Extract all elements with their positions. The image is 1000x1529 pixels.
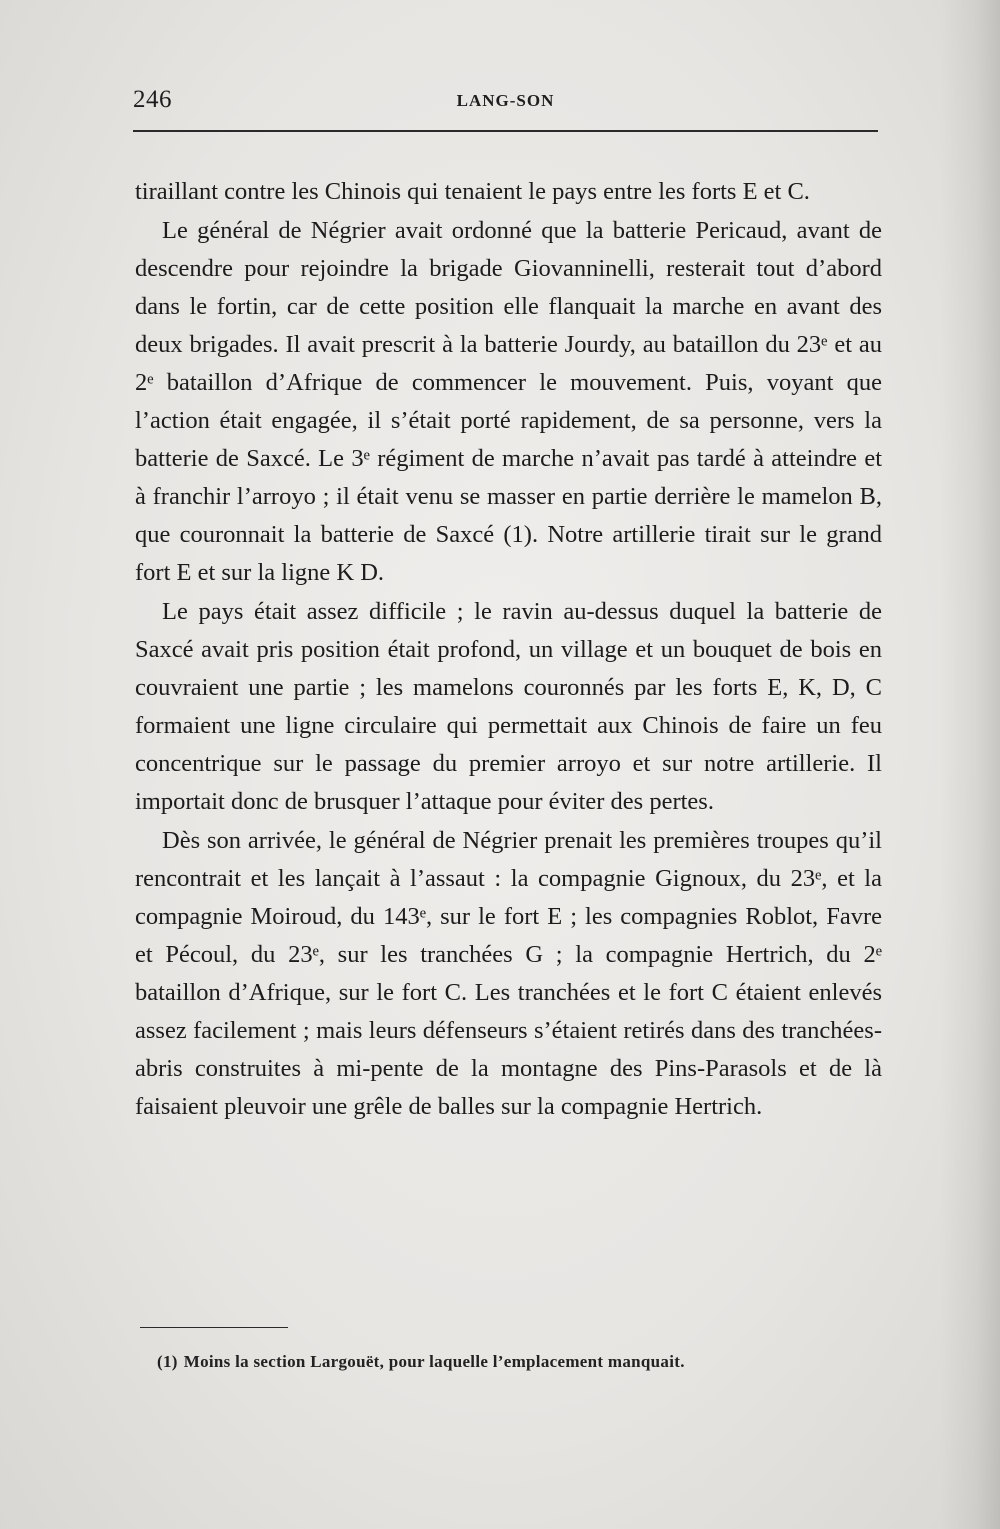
header-rule [133, 130, 878, 132]
paragraph: Le pays était assez difficile ; le ravin au-dessus duquel la batterie de Saxcé avait pris position était profond, un village et un bouquet de bois en couvraient une partie ; les mamelons couronnés par les forts E, K, D, C formaient une ligne circulaire qui permettait aux Chinois de faire un feu concentrique sur le passage du premier arroyo et sur notre artillerie. Il importait donc de brusquer l’attaque pour éviter des pertes. [135, 598, 882, 815]
body-text [135, 173, 882, 1126]
running-head-title: LANG-SON [456, 91, 555, 110]
paragraph: Dès son arrivée, le général de Négrier prenait les premières troupes qu’il rencontrait et les lançait à l’assaut : la compagnie Gignoux, du 23ᵉ, et la compagnie Moiroud, du 143ᵉ, sur le fort E ; les compagnies Roblot, Favre et Pécoul, du 23ᵉ, sur les tranchées G ; la compagnie Hertrich, du 2ᵉ bataillon d’Afrique, sur le fort C. Les tranchées et le fort C étaient enlevés assez facilement ; mais leurs défenseurs s’étaient retirés dans des tranchées-abris construites à mi-pente de la montagne des Pins-Parasols et de là faisaient pleuvoir une grêle de balles sur la compagnie Hertrich. [135, 827, 882, 1120]
running-head [133, 86, 878, 126]
page-number: 246 [133, 86, 172, 113]
footnote-marker: (1) [157, 1352, 178, 1371]
footnote [157, 1352, 877, 1372]
paragraph-continued: tiraillant contre les Chinois qui tenaient le pays entre les forts E et C. [135, 178, 810, 205]
page-edge-shadow [940, 0, 1000, 1529]
footnote-rule [140, 1327, 288, 1328]
paragraph: Le général de Négrier avait ordonné que la batterie Pericaud, avant de descendre pour rejoindre la brigade Giovanninelli, resterait tout d’abord dans le fortin, car de cette position elle flanquait la marche en avant des deux brigades. Il avait prescrit à la batterie Jourdy, au bataillon du 23ᵉ et au 2ᵉ bataillon d’Afrique de commencer le mouvement. Puis, voyant que l’action était engagée, il s’était porté rapidement, de sa personne, vers la batterie de Saxcé. Le 3ᵉ régiment de marche n’avait pas tardé à atteindre et à franchir l’arroyo ; il était venu se masser en partie derrière le mamelon B, que couronnait la batterie de Saxcé (1). Notre artillerie tirait sur le grand fort E et sur la ligne K D. [135, 217, 882, 586]
footnote-text: Moins la section Largouët, pour laquelle l’emplacement manquait. [183, 1352, 685, 1371]
